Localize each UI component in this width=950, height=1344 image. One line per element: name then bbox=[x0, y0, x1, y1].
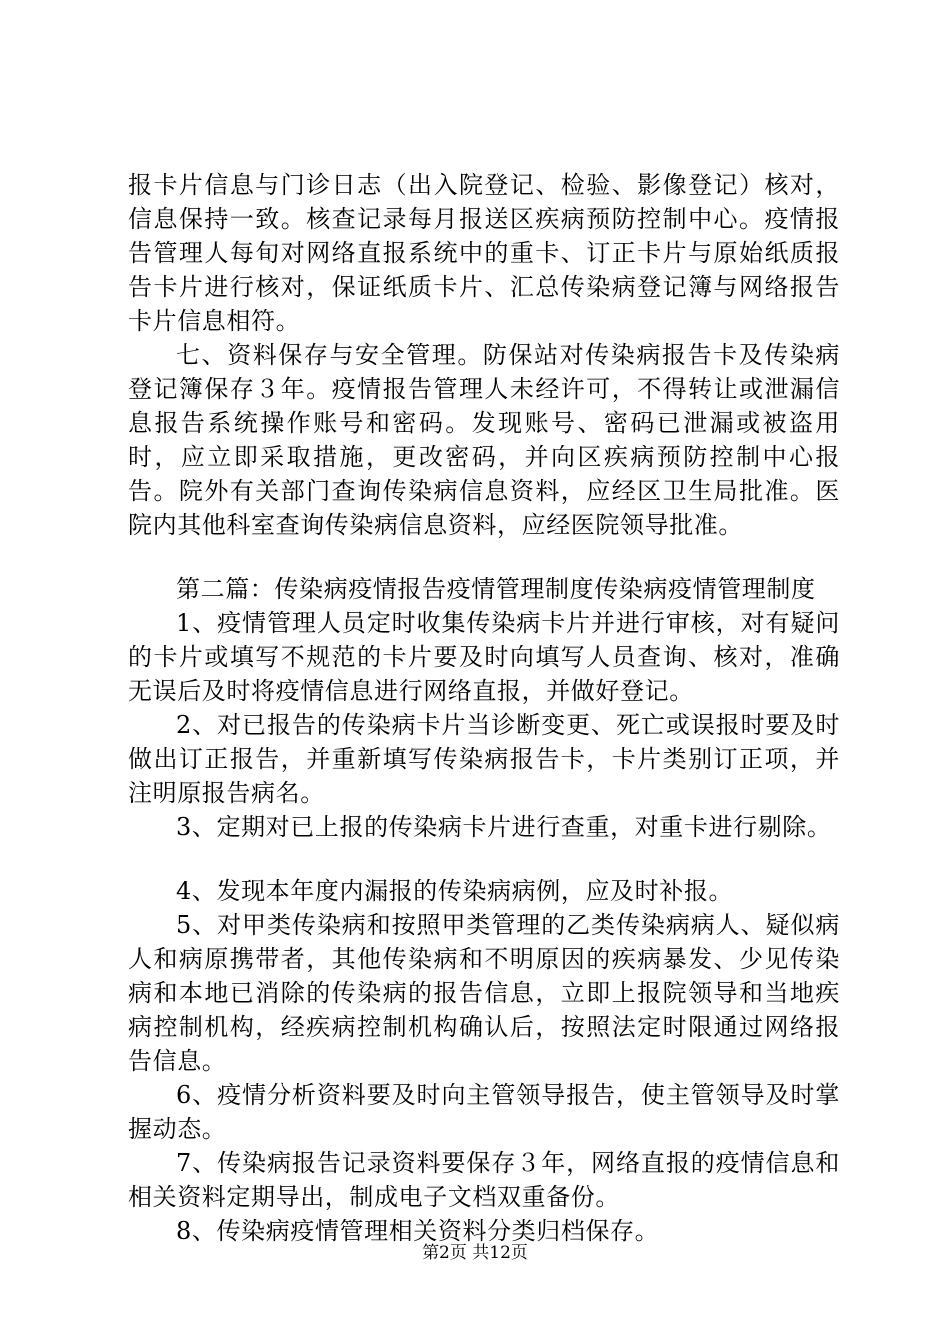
paragraph-item-4: 4、发现本年度内漏报的传染病病例，应及时补报。 bbox=[176, 877, 734, 905]
paragraph-item-5: 5、对甲类传染病和按照甲类管理的乙类传染病病人、疑似病人和病原携带者，其他传染病和不明原因的疾病暴发、少见传染病和本地已消除的传染病的报告信息，立即上报院领导和当地疾病控制机构，经疾病控制机构确认后，按照法定时限通过网络报告信息。 bbox=[128, 911, 840, 1075]
paragraph-item-2: 2、对已报告的传染病卡片当诊断变更、死亡或误报时要及时做出订正报告，并重新填写传染病报告卡，卡片类别订正项，并注明原报告病名。 bbox=[128, 711, 840, 807]
section-heading: 第二篇：传染病疫情报告疫情管理制度传染病疫情管理制度 bbox=[176, 575, 816, 603]
paragraph-item-6: 6、疫情分析资料要及时向主管领导报告，使主管领导及时掌握动态。 bbox=[128, 1081, 840, 1143]
page-number-footer: 第2页 共12页 bbox=[422, 1243, 528, 1263]
paragraph-section-seven: 七、资料保存与安全管理。防保站对传染病报告卡及传染病登记簿保存３年。疫情报告管理人未经许可，不得转让或泄漏信息报告系统操作账号和密码。发现账号、密码已泄漏或被盗用时，应立即采取措施，更改密码，并向区疾病预防控制中心报告。院外有关部门查询传染病信息资料，应经区卫生局批准。医院内其他科室查询传染病信息资料，应经医院领导批准。 bbox=[128, 341, 840, 539]
paragraph-item-1: 1、疫情管理人员定时收集传染病卡片并进行审核，对有疑问的卡片或填写不规范的卡片要及时向填写人员查询、核对，准确无误后及时将疫情信息进行网络直报，并做好登记。 bbox=[128, 609, 840, 705]
paragraph-item-8: 8、传染病疫情管理相关资料分类归档保存。 bbox=[176, 1217, 660, 1245]
paragraph-item-3: 3、定期对已上报的传染病卡片进行查重，对重卡进行剔除。 bbox=[176, 813, 832, 841]
paragraph-continuation: 报卡片信息与门诊日志（出入院登记、检验、影像登记）核对，信息保持一致。核查记录每月报送区疾病预防控制中心。疫情报告管理人每旬对网络直报系统中的重卡、订正卡片与原始纸质报告卡片进行核对，保证纸质卡片、汇总传染病登记簿与网络报告卡片信息相符。 bbox=[128, 171, 840, 335]
document-body bbox=[128, 168, 840, 1248]
paragraph-item-7: 7、传染病报告记录资料要保存３年，网络直报的疫情信息和相关资料定期导出，制成电子文档双重备份。 bbox=[128, 1149, 840, 1211]
